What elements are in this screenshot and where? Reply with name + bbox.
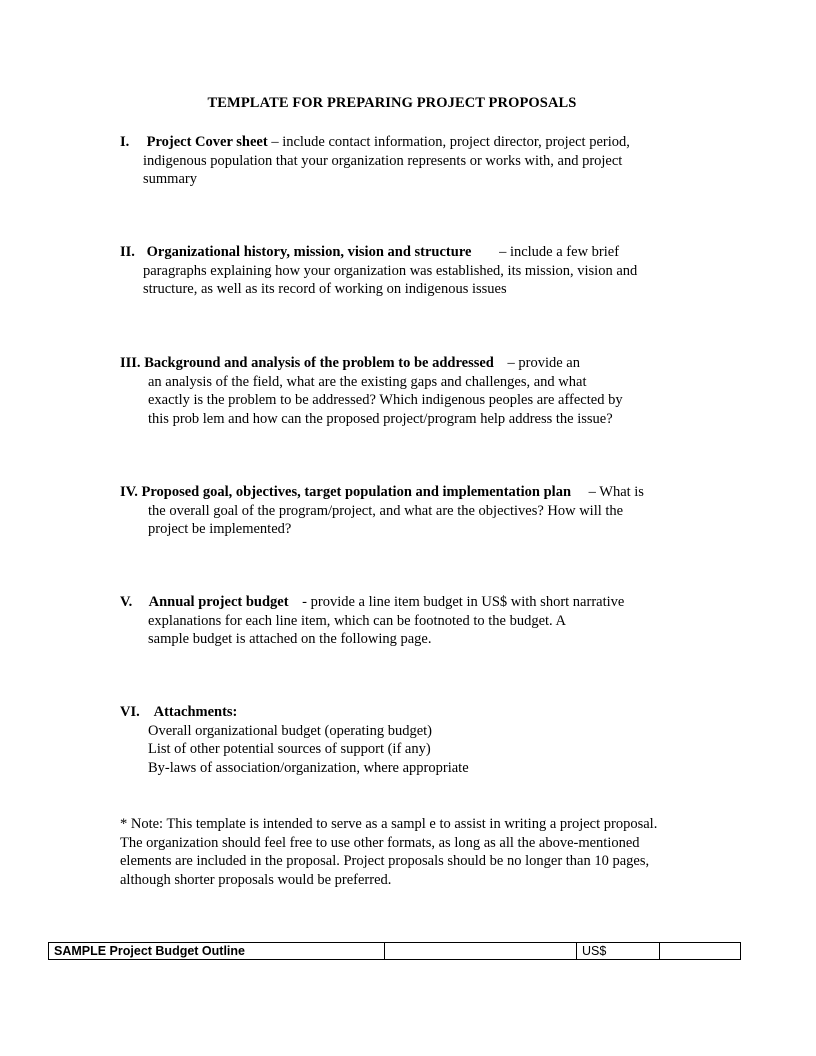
section-text: structure, as well as its record of working on indigenous issues xyxy=(143,281,507,298)
section-text: this prob lem and how can the proposed project/program help address the issue? xyxy=(148,411,613,428)
section-organizational-history xyxy=(120,243,680,299)
section-text: the overall goal of the program/project, and what are the objectives? How will the xyxy=(148,502,624,519)
section-numeral: IV. xyxy=(120,484,138,500)
budget-label-cell: SAMPLE Project Budget Outline xyxy=(49,943,385,960)
section-heading: Project Cover sheet xyxy=(146,134,268,150)
section-heading-line xyxy=(120,354,680,373)
note-line: * Note: This template is intended to serve as a sampl e to assist in writing a project proposal. xyxy=(120,816,658,832)
section-heading: Attachments: xyxy=(153,704,238,720)
section-heading: Proposed goal, objectives, target population and implementation plan xyxy=(141,484,572,500)
section-text: – include a few brief xyxy=(499,244,620,260)
section-cover-sheet xyxy=(120,133,680,189)
section-heading-line xyxy=(120,593,680,612)
budget-outline-table xyxy=(48,942,741,960)
budget-empty-cell xyxy=(660,943,741,960)
section-numeral: III. xyxy=(120,355,141,371)
section-text: – provide an xyxy=(507,355,580,371)
document-title: TEMPLATE FOR PREPARING PROJECT PROPOSALS xyxy=(207,95,577,111)
section-background-analysis xyxy=(120,354,680,429)
section-heading-line xyxy=(120,133,680,152)
section-numeral: VI. xyxy=(120,704,140,720)
section-heading-line xyxy=(120,703,680,722)
section-attachments xyxy=(120,703,680,778)
template-note xyxy=(120,815,704,890)
section-text: - provide a line item budget in US$ with short narrative xyxy=(302,594,625,610)
table-row xyxy=(49,943,741,960)
section-text: paragraphs explaining how your organization was established, its mission, vision and xyxy=(143,262,638,279)
section-heading: Organizational history, mission, vision and structure xyxy=(146,244,472,260)
section-numeral: I. xyxy=(120,134,130,150)
section-numeral: II. xyxy=(120,244,135,260)
note-line: although shorter proposals would be preferred. xyxy=(120,872,392,889)
section-text: – include contact information, project director, project period, xyxy=(271,134,630,150)
note-line: elements are included in the proposal. Project proposals should be no longer than 10 pages, xyxy=(120,853,650,870)
section-text: indigenous population that your organization represents or works with, and project xyxy=(143,152,623,169)
budget-empty-cell xyxy=(385,943,577,960)
budget-currency-cell: US$ xyxy=(577,943,660,960)
attachment-item: List of other potential sources of support (if any) xyxy=(148,741,431,758)
section-goals-objectives xyxy=(120,483,680,539)
section-text: – What is xyxy=(588,484,644,500)
section-numeral: V. xyxy=(120,594,133,610)
section-text: project be implemented? xyxy=(148,521,292,538)
attachment-item: By-laws of association/organization, where appropriate xyxy=(148,760,469,777)
section-heading: Annual project budget xyxy=(148,594,289,610)
section-text: an analysis of the field, what are the existing gaps and challenges, and what xyxy=(148,373,587,390)
section-heading-line xyxy=(120,483,680,502)
section-text: exactly is the problem to be addressed? Which indigenous peoples are affected by xyxy=(148,392,623,409)
note-line: The organization should feel free to use other formats, as long as all the above-mentioned xyxy=(120,834,640,851)
section-heading: Background and analysis of the problem to be addressed xyxy=(144,355,494,371)
section-text: summary xyxy=(143,171,197,188)
section-annual-budget xyxy=(120,593,680,649)
section-heading-line xyxy=(120,243,680,262)
section-text: explanations for each line item, which can be footnoted to the budget. A xyxy=(148,612,566,629)
section-text: sample budget is attached on the following page. xyxy=(148,631,432,648)
attachment-item: Overall organizational budget (operating budget) xyxy=(148,722,432,739)
